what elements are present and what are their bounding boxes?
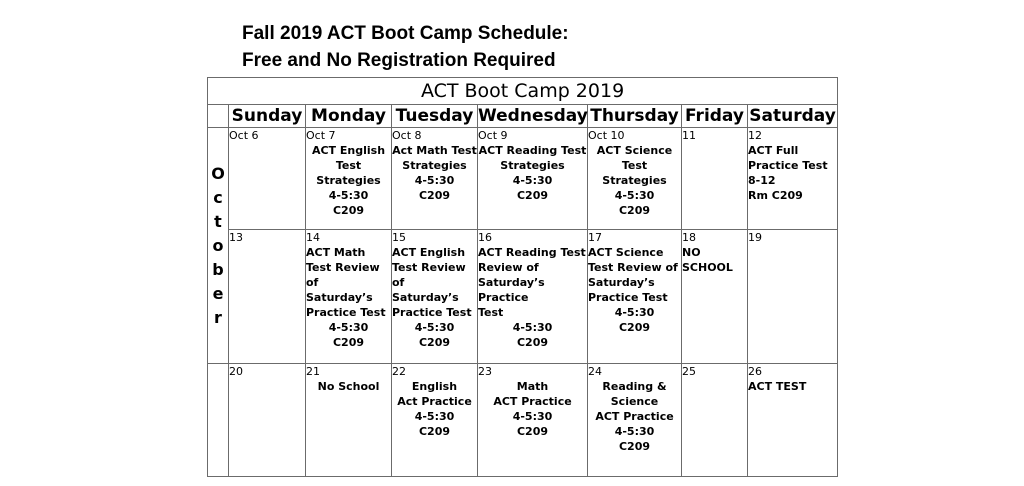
event-line: Act Practice bbox=[397, 395, 472, 408]
week-row-2 bbox=[208, 230, 838, 364]
month-label bbox=[208, 128, 229, 364]
day-header-sunday: Sunday bbox=[229, 105, 306, 128]
event-line: Act Math Test bbox=[392, 144, 477, 157]
event-line: 4-5:30 bbox=[414, 410, 455, 423]
event-line: 4-5:30 bbox=[512, 321, 553, 334]
event-line: Test Review of bbox=[306, 261, 380, 289]
event-line: Saturday’s Practice bbox=[478, 276, 545, 304]
event-line: Practice Test bbox=[306, 306, 386, 319]
month-letter: b bbox=[212, 260, 224, 279]
event-line: Rm C209 bbox=[748, 189, 803, 202]
event-line: Test Review of bbox=[588, 261, 678, 274]
event-line: ACT Reading Test bbox=[478, 144, 587, 157]
event-line: Practice Test bbox=[392, 306, 472, 319]
day-cell bbox=[229, 230, 306, 364]
event-line: Test Review of bbox=[392, 261, 466, 289]
event-line: C209 bbox=[332, 204, 365, 217]
day-header-monday: Monday bbox=[306, 105, 392, 128]
day-header-row bbox=[208, 105, 838, 128]
date-label: 15 bbox=[392, 231, 406, 244]
event-line: C209 bbox=[516, 336, 549, 349]
event-line: Reading & bbox=[602, 380, 667, 393]
event-line: 4-5:30 bbox=[328, 321, 369, 334]
date-label: 12 bbox=[748, 129, 762, 142]
day-cell bbox=[588, 128, 682, 230]
event-line: ACT Science bbox=[588, 246, 664, 259]
event-line: Practice Test bbox=[748, 159, 828, 172]
event-line: C209 bbox=[618, 204, 651, 217]
event-line: ACT Math bbox=[306, 246, 366, 259]
date-label: 25 bbox=[682, 365, 696, 378]
day-header-tuesday: Tuesday bbox=[392, 105, 478, 128]
event-line: Review of bbox=[478, 261, 539, 274]
event-line: 8-12 bbox=[748, 174, 776, 187]
corner-cell bbox=[208, 105, 229, 128]
event-line: ACT Full bbox=[748, 144, 799, 157]
date-label: 20 bbox=[229, 365, 243, 378]
event-line: 4-5:30 bbox=[512, 410, 553, 423]
month-letter: e bbox=[212, 284, 224, 303]
day-cell bbox=[229, 128, 306, 230]
event-line: ACT TEST bbox=[748, 380, 807, 393]
day-cell bbox=[229, 364, 306, 477]
event-line: Test Strategies bbox=[316, 159, 381, 187]
day-cell bbox=[392, 128, 478, 230]
date-label: 16 bbox=[478, 231, 492, 244]
month-letter: o bbox=[212, 236, 224, 255]
day-cell bbox=[748, 128, 838, 230]
week-row-1 bbox=[208, 128, 838, 230]
date-label: Oct 6 bbox=[229, 129, 259, 142]
day-cell bbox=[392, 230, 478, 364]
event-line: C209 bbox=[516, 189, 549, 202]
event-line: Strategies bbox=[500, 159, 565, 172]
event-line: Math bbox=[516, 380, 549, 393]
day-cell bbox=[306, 364, 392, 477]
event-line: 4-5:30 bbox=[414, 321, 455, 334]
date-label: 19 bbox=[748, 231, 762, 244]
day-cell bbox=[748, 230, 838, 364]
event-line: 4-5:30 bbox=[614, 306, 655, 319]
date-label: 11 bbox=[682, 129, 696, 142]
event-line: ACT Practice bbox=[493, 395, 572, 408]
schedule-calendar bbox=[207, 77, 838, 477]
day-header-thursday: Thursday bbox=[588, 105, 682, 128]
event-line: No School bbox=[317, 380, 380, 393]
month-letter: r bbox=[214, 308, 222, 327]
day-cell bbox=[306, 128, 392, 230]
event-line: C209 bbox=[516, 425, 549, 438]
event-line: Test Strategies bbox=[602, 159, 667, 187]
event-line: C209 bbox=[618, 321, 651, 334]
event-line: Strategies bbox=[402, 159, 467, 172]
event-line: Practice Test bbox=[588, 291, 668, 304]
event-line: NO bbox=[682, 246, 701, 259]
day-cell bbox=[748, 364, 838, 477]
date-label: 14 bbox=[306, 231, 320, 244]
event-line: Science bbox=[610, 395, 659, 408]
event-line: Saturday’s bbox=[392, 291, 459, 304]
event-line: ACT English bbox=[311, 144, 386, 157]
event-line: 4-5:30 bbox=[614, 189, 655, 202]
event-line: Saturday’s bbox=[306, 291, 373, 304]
heading-line-2: Free and No Registration Required bbox=[242, 50, 556, 71]
date-label: Oct 10 bbox=[588, 129, 625, 142]
event-line: 4-5:30 bbox=[512, 174, 553, 187]
day-cell bbox=[478, 230, 588, 364]
event-line: ACT Reading Test bbox=[478, 246, 586, 259]
day-cell bbox=[682, 364, 748, 477]
date-label: 22 bbox=[392, 365, 406, 378]
event-line: SCHOOL bbox=[682, 261, 733, 274]
date-label: 18 bbox=[682, 231, 696, 244]
date-label: 24 bbox=[588, 365, 602, 378]
page-heading bbox=[242, 20, 569, 74]
date-label: Oct 8 bbox=[392, 129, 422, 142]
event-line: C209 bbox=[618, 440, 651, 453]
month-letter: O bbox=[211, 164, 225, 183]
event-line: 4-5:30 bbox=[328, 189, 369, 202]
month-letter: t bbox=[214, 212, 222, 231]
day-cell bbox=[478, 364, 588, 477]
event-line: 4-5:30 bbox=[414, 174, 455, 187]
day-cell bbox=[682, 230, 748, 364]
day-header-friday: Friday bbox=[682, 105, 748, 128]
day-cell bbox=[682, 128, 748, 230]
date-label: 21 bbox=[306, 365, 320, 378]
day-cell bbox=[306, 230, 392, 364]
day-cell bbox=[478, 128, 588, 230]
event-line: Test bbox=[478, 306, 504, 319]
calendar-title: ACT Boot Camp 2019 bbox=[208, 78, 838, 105]
event-line: ACT English bbox=[392, 246, 466, 259]
date-label: 17 bbox=[588, 231, 602, 244]
event-line: 4-5:30 bbox=[614, 425, 655, 438]
date-label: Oct 7 bbox=[306, 129, 336, 142]
event-line: ACT Science bbox=[596, 144, 673, 157]
day-header-wednesday: Wednesday bbox=[478, 106, 588, 126]
event-line: ACT Practice bbox=[595, 410, 674, 423]
event-line: Saturday’s bbox=[588, 276, 655, 289]
month-letter: c bbox=[213, 188, 223, 207]
event-line: C209 bbox=[418, 425, 451, 438]
event-line: C209 bbox=[418, 336, 451, 349]
day-cell bbox=[588, 230, 682, 364]
event-line: C209 bbox=[332, 336, 365, 349]
week-row-3 bbox=[208, 364, 838, 477]
heading-line-1: Fall 2019 ACT Boot Camp Schedule: bbox=[242, 23, 569, 44]
event-line: C209 bbox=[418, 189, 451, 202]
date-label: 13 bbox=[229, 231, 243, 244]
day-cell bbox=[588, 364, 682, 477]
day-cell bbox=[392, 364, 478, 477]
month-cell-empty bbox=[208, 364, 229, 477]
event-line: English bbox=[411, 380, 458, 393]
day-header-saturday: Saturday bbox=[749, 106, 836, 126]
date-label: 26 bbox=[748, 365, 762, 378]
date-label: 23 bbox=[478, 365, 492, 378]
date-label: Oct 9 bbox=[478, 129, 508, 142]
